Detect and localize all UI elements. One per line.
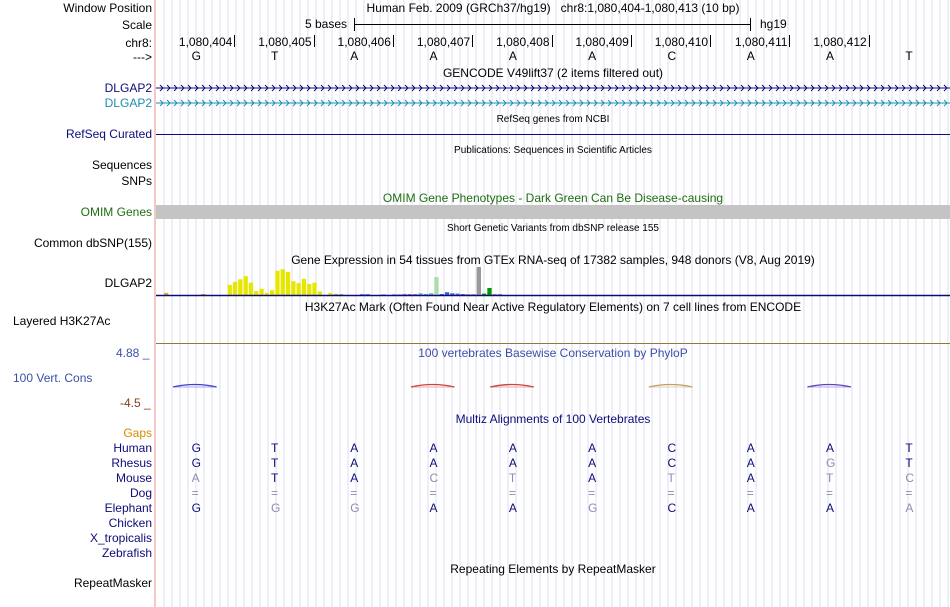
multiz-aligned-base: A [508, 441, 517, 455]
gencode-item-dlgap2-2-label[interactable]: DLGAP2 [104, 96, 152, 110]
scale-bar-right-tick [750, 18, 751, 31]
h3k27ac-baseline [156, 343, 950, 344]
omim-track-title: OMIM Gene Phenotypes - Dark Green Can Be Disease-causing [382, 191, 724, 205]
reference-base: C [667, 49, 677, 63]
multiz-aligned-base: = [350, 486, 358, 500]
gtex-tissue-bar[interactable] [233, 282, 237, 295]
multiz-species-label[interactable]: Human [113, 441, 152, 455]
publications-snps-label[interactable]: SNPs [121, 174, 152, 188]
ruler-position-label: 1,080,406 [337, 35, 391, 49]
window-position-label: Window Position [63, 1, 152, 15]
multiz-aligned-base: C [667, 441, 677, 455]
scale-bar-text: 5 bases [305, 17, 348, 31]
ruler-tick [393, 35, 394, 47]
multiz-aligned-base: G [191, 456, 201, 470]
reference-base: A [826, 49, 835, 63]
reference-base: T [905, 49, 913, 63]
gtex-tissue-bar[interactable] [312, 283, 316, 295]
window-position-title: Human Feb. 2009 (GRCh37/hg19) chr8:1,080,404-1,080,413 (10 bp) [366, 1, 740, 15]
reference-base: T [270, 49, 279, 63]
multiz-aligned-base: T [905, 456, 913, 470]
multiz-aligned-base: A [826, 441, 835, 455]
refseq-gene-line[interactable] [156, 134, 950, 135]
gtex-tissue-bar[interactable] [450, 293, 454, 295]
gtex-tissue-bar[interactable] [297, 283, 301, 295]
multiz-aligned-base: T [667, 471, 675, 485]
multiz-aligned-base: T [270, 456, 279, 470]
multiz-alignment-block [0, 441, 950, 563]
multiz-aligned-base: A [350, 471, 359, 485]
reference-base: A [350, 49, 359, 63]
multiz-aligned-base: A [350, 441, 359, 455]
multiz-aligned-base: A [508, 456, 517, 470]
ruler-tick [552, 35, 553, 47]
ruler-tick [314, 35, 315, 47]
layered-h3k27ac-label[interactable]: Layered H3K27Ac [13, 314, 111, 328]
refseq-curated-label[interactable]: RefSeq Curated [65, 127, 152, 141]
multiz-aligned-base: = [667, 486, 675, 500]
gtex-tissue-bar[interactable] [291, 281, 295, 295]
multiz-aligned-base: C [667, 456, 677, 470]
multiz-aligned-base: A [429, 456, 438, 470]
multiz-aligned-base: T [270, 471, 279, 485]
multiz-aligned-base: C [667, 501, 677, 515]
ruler-position-label: 1,080,411 [734, 35, 788, 49]
gtex-tissue-bar[interactable] [275, 271, 279, 295]
multiz-aligned-base: G [191, 501, 201, 515]
multiz-aligned-base: A [746, 456, 755, 470]
common-dbsnp-label[interactable]: Common dbSNP(155) [33, 236, 152, 250]
h3k27ac-track-title: H3K27Ac Mark (Often Found Near Active Regulatory Elements) on 7 cell lines from ENCODE [304, 300, 802, 314]
multiz-aligned-base: T [270, 441, 279, 455]
gtex-tissue-bar[interactable] [281, 269, 285, 295]
dbsnp-track-title: Short Genetic Variants from dbSNP release 155 [447, 223, 659, 234]
conservation-min-label: -4.5 _ [120, 396, 151, 410]
ruler-tick [631, 35, 632, 47]
ruler-position-label: 1,080,405 [258, 35, 312, 49]
gtex-tissue-bar[interactable] [418, 293, 422, 295]
scale-bar-left-tick [354, 18, 355, 31]
gtex-tissue-bar[interactable] [328, 293, 332, 295]
gtex-tissue-bar[interactable] [259, 289, 263, 295]
ruler-position-label: 1,080,408 [496, 35, 550, 49]
gencode-gene-features[interactable] [156, 80, 950, 112]
ruler-position-label: 1,080,409 [575, 35, 629, 49]
multiz-aligned-base: T [826, 471, 834, 485]
reference-bases-row [156, 49, 950, 63]
strand-label: ---> [133, 50, 152, 64]
multiz-aligned-base: G [191, 441, 201, 455]
publications-sequences-label[interactable]: Sequences [91, 158, 152, 172]
gtex-tissue-bar[interactable] [302, 279, 306, 295]
refseq-track-title: RefSeq genes from NCBI [496, 114, 610, 125]
ruler-position-label: 1,080,412 [813, 35, 867, 49]
multiz-aligned-base: A [905, 501, 914, 515]
multiz-aligned-base: A [588, 471, 597, 485]
multiz-aligned-base: T [905, 441, 913, 455]
multiz-aligned-base: = [191, 486, 199, 500]
multiz-aligned-base: G [588, 501, 598, 515]
chrom-label: chr8: [125, 36, 152, 50]
gtex-tissue-bar[interactable] [249, 283, 253, 295]
gtex-track-title: Gene Expression in 54 tissues from GTEx RNA-seq of 17382 samples, 948 donors (V8, Aug 2019) [291, 253, 815, 267]
gtex-tissue-bar[interactable] [164, 293, 168, 295]
multiz-aligned-base: G [350, 501, 360, 515]
multiz-aligned-base: G [826, 456, 836, 470]
multiz-aligned-base: A [588, 456, 597, 470]
ruler-tick [789, 35, 790, 47]
multiz-aligned-base: = [588, 486, 596, 500]
multiz-aligned-base: = [826, 486, 834, 500]
gtex-tissue-bar[interactable] [228, 285, 232, 295]
multiz-aligned-base: G [270, 501, 281, 515]
gtex-tissue-bar[interactable] [477, 267, 481, 295]
multiz-aligned-base: A [826, 501, 835, 515]
multiz-aligned-base: A [588, 441, 597, 455]
gtex-tissue-bar[interactable] [318, 291, 322, 295]
gtex-tissue-bar[interactable] [307, 284, 311, 295]
ruler-position-label: 1,080,404 [178, 35, 233, 49]
multiz-species-label[interactable]: Dog [129, 486, 152, 500]
multiz-aligned-base: A [746, 441, 755, 455]
scale-bar [305, 17, 805, 33]
gtex-tissue-bar[interactable] [254, 291, 258, 295]
gtex-tissue-bar[interactable] [429, 293, 433, 295]
conservation-wiggle[interactable] [156, 377, 950, 397]
multiz-aligned-base: = [508, 486, 516, 500]
publications-track-title: Publications: Sequences in Scientific Articles [454, 145, 652, 156]
multiz-aligned-base: A [508, 501, 517, 515]
gtex-dlgap2-label[interactable]: DLGAP2 [104, 276, 152, 290]
multiz-aligned-base: C [905, 471, 915, 485]
gtex-tissue-bar[interactable] [434, 277, 438, 295]
ruler-position-label: 1,080,407 [416, 35, 471, 49]
multiz-aligned-base: A [429, 441, 438, 455]
multiz-species-label[interactable]: Chicken [108, 516, 152, 530]
ruler-position-label: 1,080,410 [654, 35, 709, 49]
multiz-track-title: Multiz Alignments of 100 Vertebrates [455, 412, 651, 426]
multiz-aligned-base: T [508, 471, 517, 485]
multiz-species-label[interactable]: Zebrafish [101, 546, 152, 560]
multiz-species-label[interactable]: Elephant [104, 501, 152, 515]
ruler-tick [472, 35, 473, 47]
reference-base: A [508, 49, 517, 63]
ruler-tick [869, 35, 870, 47]
reference-base: G [191, 49, 201, 63]
gtex-tissue-bar[interactable] [286, 272, 290, 295]
gtex-tissue-bar[interactable] [270, 290, 274, 295]
multiz-aligned-base: = [746, 486, 754, 500]
ruler-tick [710, 35, 711, 47]
gencode-item-dlgap2-1-label[interactable]: DLGAP2 [104, 81, 152, 95]
multiz-aligned-base: A [746, 501, 755, 515]
repeatmasker-track-title: Repeating Elements by RepeatMasker [450, 562, 656, 576]
multiz-aligned-base: A [746, 471, 755, 485]
ruler-tick [234, 35, 235, 47]
gencode-track-title: GENCODE V49lift37 (2 items filtered out) [442, 66, 664, 80]
assembly-label: hg19 [760, 17, 787, 31]
conservation-max-label: 4.88 _ [116, 346, 150, 360]
reference-base: A [746, 49, 755, 63]
multiz-aligned-base: = [270, 486, 278, 500]
multiz-aligned-base: A [429, 501, 438, 515]
gtex-tissue-bar[interactable] [244, 276, 248, 295]
reference-base: A [588, 49, 597, 63]
repeatmasker-label[interactable]: RepeatMasker [73, 576, 152, 590]
gtex-tissue-bar[interactable] [238, 279, 242, 295]
gtex-tissue-bar[interactable] [487, 288, 491, 295]
gtex-tissue-bar[interactable] [445, 292, 449, 295]
conservation-track-title: 100 vertebrates Basewise Conservation by PhyloP [418, 346, 688, 360]
scale-label: Scale [121, 18, 152, 32]
omim-gene-bar[interactable] [156, 205, 950, 219]
gtex-tissue-bar[interactable] [265, 293, 269, 295]
multiz-aligned-base: = [429, 486, 437, 500]
multiz-aligned-base: = [905, 486, 913, 500]
multiz-aligned-base: C [429, 471, 439, 485]
multiz-aligned-base: A [191, 471, 200, 485]
conservation-track-label[interactable]: 100 Vert. Cons [13, 371, 93, 385]
multiz-species-label[interactable]: Mouse [115, 471, 152, 485]
multiz-species-label[interactable]: X_tropicalis [89, 531, 152, 545]
gtex-expression-bars[interactable] [156, 267, 950, 297]
scale-bar-line [354, 24, 751, 25]
omim-genes-label[interactable]: OMIM Genes [80, 205, 152, 219]
multiz-aligned-base: A [350, 456, 359, 470]
multiz-species-label[interactable]: Rhesus [111, 456, 152, 470]
reference-base: A [429, 49, 438, 63]
multiz-gaps-label: Gaps [123, 426, 152, 440]
